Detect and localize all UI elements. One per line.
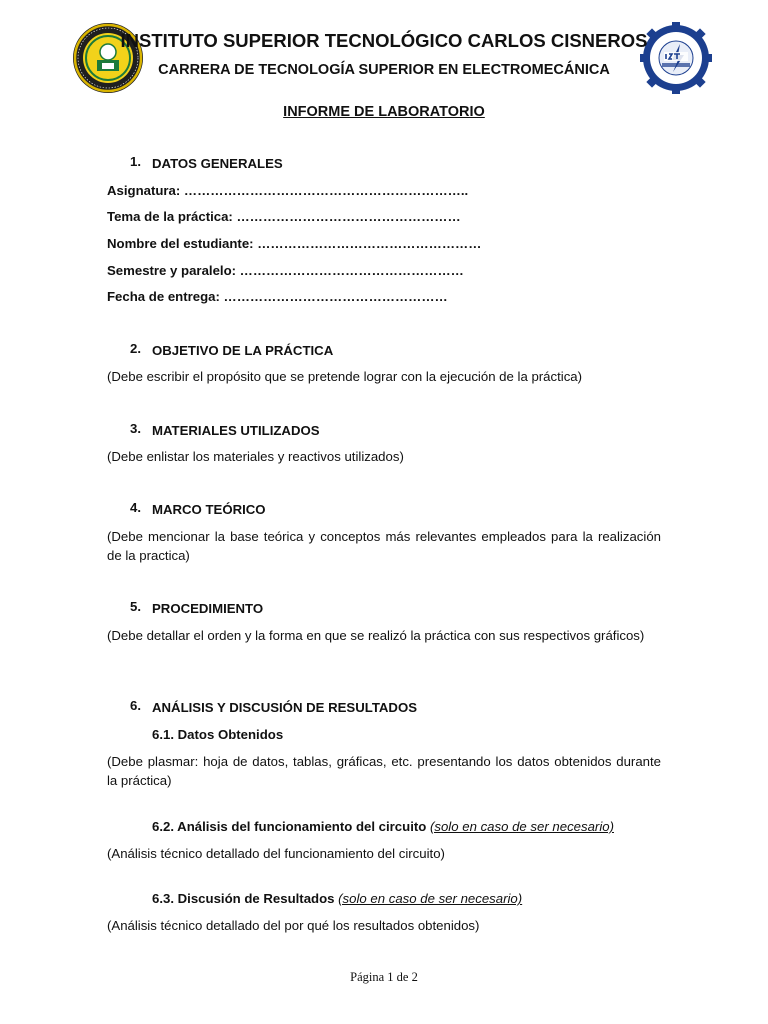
section-4-number: 4. <box>130 500 141 515</box>
field-tema: Tema de la práctica: …………………………………………… <box>107 209 461 224</box>
section-3-title: MATERIALES UTILIZADOS <box>152 423 320 438</box>
subsection-6-2-heading <box>152 817 614 836</box>
subsection-6-1-text: (Debe plasmar: hoja de datos, tablas, gráficas, etc. presentando los datos obtenidos durante la práctica) <box>107 754 661 788</box>
section-6-title: ANÁLISIS Y DISCUSIÓN DE RESULTADOS <box>152 700 418 715</box>
career-name: CARRERA DE TECNOLOGÍA SUPERIOR EN ELECTROMECÁNICA <box>158 62 610 78</box>
subsection-6-3-title: 6.3. Discusión de Resultados <box>152 891 335 906</box>
report-title: INFORME DE LABORATORIO <box>283 104 485 120</box>
section-1-title: DATOS GENERALES <box>152 156 283 171</box>
field-asignatura: Asignatura: ……………………………………………………….. <box>107 183 469 198</box>
section-6-number: 6. <box>130 698 141 713</box>
section-2-number: 2. <box>130 341 141 356</box>
subsection-6-3-heading <box>152 889 522 908</box>
field-semestre: Semestre y paralelo: …………………………………………… <box>107 263 464 278</box>
field-nombre: Nombre del estudiante: …………………………………………… <box>107 236 482 251</box>
subsection-6-2-note: (solo en caso de ser necesario) <box>429 819 614 834</box>
section-3-number: 3. <box>130 421 141 436</box>
subsection-6-2-text: (Análisis técnico detallado del funcionamiento del circuito) <box>107 846 445 861</box>
section-5-title: PROCEDIMIENTO <box>152 601 264 616</box>
section-5-text: (Debe detallar el orden y la forma en que se realizó la práctica con sus respectivos gráficos) <box>107 628 645 643</box>
section-5-number: 5. <box>130 599 141 614</box>
subsection-6-3-note: (solo en caso de ser necesario) <box>338 891 523 906</box>
subsection-6-1-title: 6.1. Datos Obtenidos <box>152 727 284 742</box>
subsection-6-3-text: (Análisis técnico detallado del por qué los resultados obtenidos) <box>107 918 480 933</box>
section-4-text: (Debe mencionar la base teórica y conceptos más relevantes empleados para la realización de la practica) <box>107 529 661 563</box>
section-1-number: 1. <box>130 154 141 169</box>
subsection-6-2-title: 6.2. Análisis del funcionamiento del circuito <box>152 819 427 834</box>
section-3-text: (Debe enlistar los materiales y reactivos utilizados) <box>107 449 404 464</box>
field-fecha: Fecha de entrega: …………………………………………… <box>107 289 448 304</box>
page-number: Página 1 de 2 <box>350 970 418 984</box>
section-2-text: (Debe escribir el propósito que se pretende lograr con la ejecución de la práctica) <box>107 369 583 384</box>
institute-name: INSTITUTO SUPERIOR TECNOLÓGICO CARLOS CISNEROS <box>120 30 648 51</box>
section-2-title: OBJETIVO DE LA PRÁCTICA <box>152 343 334 358</box>
section-4-title: MARCO TEÓRICO <box>152 502 266 517</box>
